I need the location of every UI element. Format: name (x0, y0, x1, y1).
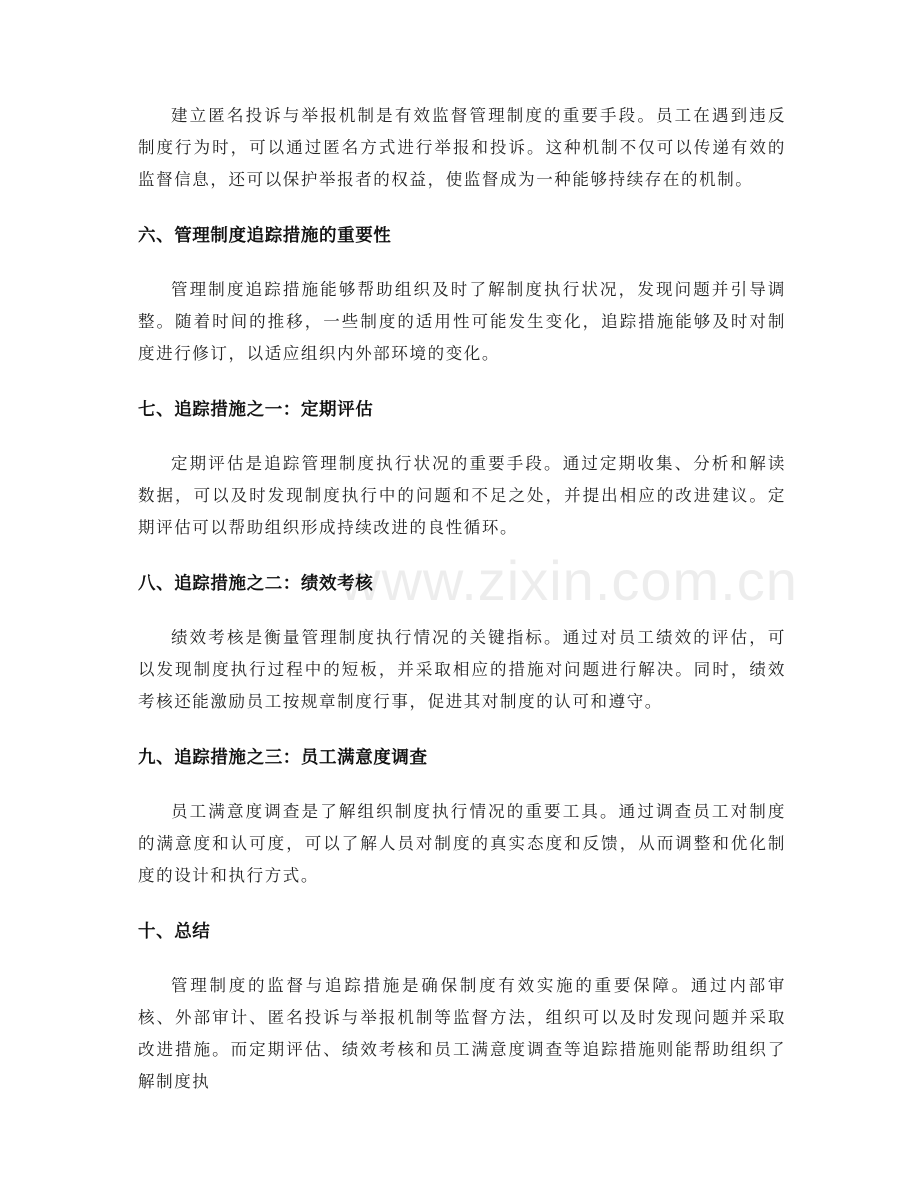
section-paragraph-9: 员工满意度调查是了解组织制度执行情况的重要工具。通过调查员工对制度的满意度和认可度，可以了解人员对制度的真实态度和反馈，从而调整和优化制度的设计和执行方式。 (138, 802, 786, 885)
section-paragraph-7: 定期评估是追踪管理制度执行状况的重要手段。通过定期收集、分析和解读数据，可以及时发现制度执行中的问题和不足之处，并提出相应的改进建议。定期评估可以帮助组织形成持续改进的良性循环。 (138, 454, 786, 537)
section-heading-6: 六、管理制度追踪措施的重要性 (138, 226, 392, 246)
section-heading-7: 七、追踪措施之一：定期评估 (138, 400, 374, 420)
section-heading-9: 九、追踪措施之三：员工满意度调查 (138, 748, 428, 768)
watermark: www.zixin.com.cn (340, 549, 798, 612)
section-heading-10: 十、总结 (138, 922, 211, 942)
section-paragraph-10: 管理制度的监督与追踪措施是确保制度有效实施的重要保障。通过内部审核、外部审计、匿名投诉与举报机制等监督方法，组织可以及时发现问题并采取改进措施。而定期评估、绩效考核和员工满意度调查等追踪措施则能帮助组织了解制度执 (138, 976, 786, 1091)
section-paragraph-6: 管理制度追踪措施能够帮助组织及时了解制度执行状况，发现问题并引导调整。随着时间的推移，一些制度的适用性可能发生变化，追踪措施能够及时对制度进行修订，以适应组织内外部环境的变化。 (138, 280, 786, 363)
section-heading-8: 八、追踪措施之二：绩效考核 (138, 574, 374, 594)
document-body (138, 100, 786, 1098)
section-paragraph-8: 绩效考核是衡量管理制度执行情况的关键指标。通过对员工绩效的评估，可以发现制度执行过程中的短板，并采取相应的措施对问题进行解决。同时，绩效考核还能激励员工按规章制度行事，促进其对制度的认可和遵守。 (138, 628, 786, 711)
intro-paragraph: 建立匿名投诉与举报机制是有效监督管理制度的重要手段。员工在遇到违反制度行为时，可以通过匿名方式进行举报和投诉。这种机制不仅可以传递有效的监督信息，还可以保护举报者的权益，使监督成为一种能够持续存在的机制。 (138, 106, 786, 189)
